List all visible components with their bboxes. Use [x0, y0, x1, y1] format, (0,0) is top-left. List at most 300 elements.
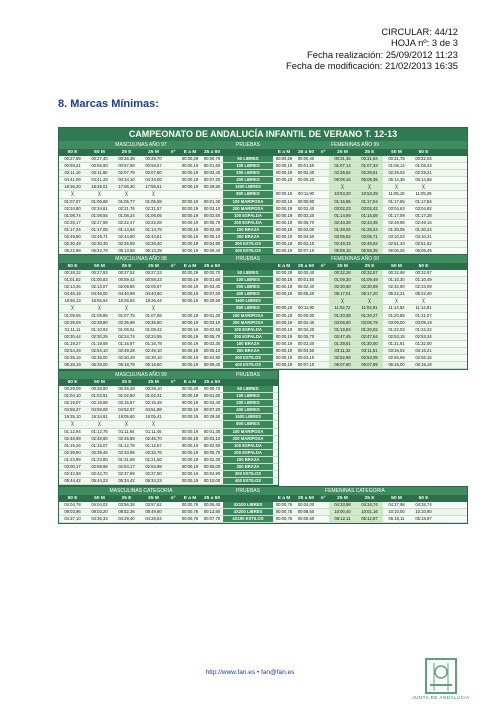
- time-cell: 00:02,40: [297, 319, 315, 325]
- column-header: 50 M: [94, 496, 105, 501]
- time-cell: 04:40,99: [118, 291, 135, 297]
- event-label: 400 LIBRES: [223, 407, 273, 413]
- time-cell: 00:04,50: [297, 234, 315, 240]
- time-cell: 02:47,45: [329, 334, 356, 340]
- time-cell: 00:59,21: [64, 163, 81, 169]
- time-cell: 02:35,19: [64, 355, 81, 361]
- time-cell: 01:17,05: [91, 226, 108, 232]
- time-cell: [167, 270, 179, 276]
- time-cell: [167, 170, 179, 176]
- time-cell: 02:44,61: [145, 234, 162, 240]
- time-cell: 00:02,20: [297, 326, 315, 332]
- event-label: 50 LIBRES: [223, 270, 273, 276]
- time-cell: 00:00,19: [275, 170, 293, 176]
- time-cell: 00:00,19: [181, 198, 199, 204]
- time-cell: 00:03,40: [203, 284, 221, 290]
- time-cell: [167, 327, 179, 333]
- table-row: [59, 509, 467, 516]
- event-label: 100 LIBRES: [223, 163, 273, 169]
- time-cell: ╳: [356, 184, 383, 190]
- time-cell: 02:15,48: [145, 400, 162, 406]
- time-cell: 02:49,15: [415, 219, 432, 225]
- time-cell: 00:00,29: [275, 270, 293, 275]
- event-label: 100 ESPALDA: [223, 443, 273, 449]
- time-cell: 00:00,19: [275, 198, 293, 204]
- time-cell: [317, 516, 329, 522]
- time-cell: 01:28,05: [329, 227, 356, 233]
- time-cell: 02:48,52: [356, 241, 383, 247]
- time-cell: 01:31,81: [388, 340, 405, 346]
- table-row: [59, 284, 467, 291]
- time-cell: 00:03,40: [203, 400, 221, 406]
- event-label: 4X100 LIBRES: [223, 502, 273, 508]
- time-cell: 00:13,60: [203, 509, 221, 515]
- table-row: [59, 400, 278, 407]
- column-header: 25 M: [148, 380, 159, 385]
- time-cell: 00:29,50: [203, 298, 221, 304]
- time-cell: 04:34,10: [118, 177, 135, 183]
- time-cell: 05:14,55: [415, 177, 432, 183]
- time-cell: 00:00,19: [181, 184, 199, 190]
- time-cell: 00:00,29: [181, 270, 199, 275]
- table-row: [59, 516, 467, 523]
- time-cell: 01:07,56: [145, 312, 162, 318]
- time-cell: 05:17,01: [329, 291, 356, 297]
- time-cell: 03:00,17: [64, 464, 81, 470]
- time-cell: 00:59,23: [145, 277, 162, 283]
- time-cell: 03:16,02: [388, 348, 405, 354]
- time-cell: 01:15,08: [356, 213, 383, 219]
- time-cell: 04:52,07: [118, 407, 135, 413]
- event-label: 800 LIBRES: [223, 421, 273, 427]
- time-cell: 02:09,86: [118, 284, 135, 290]
- time-cell: [317, 170, 329, 176]
- time-cell: [167, 362, 179, 368]
- time-cell: 00:08,60: [297, 509, 315, 515]
- time-cell: ╳: [71, 421, 74, 427]
- time-cell: [317, 291, 329, 297]
- section-title: 8. Marcas Mínimas:: [58, 98, 159, 110]
- time-cell: 00:10,00: [203, 478, 221, 484]
- time-cell: 03:06,60: [329, 320, 356, 326]
- time-cell: 04:37,10: [64, 516, 81, 522]
- time-cell: [317, 320, 329, 326]
- event-label: 200 MARIPOSA: [223, 436, 273, 442]
- time-cell: 00:00,19: [181, 170, 199, 176]
- time-cell: 00:04,50: [297, 348, 315, 354]
- time-cell: 02:33,76: [145, 449, 162, 455]
- time-cell: 00:00,19: [181, 449, 199, 455]
- time-cell: 03:05,52: [329, 234, 356, 240]
- time-cell: [317, 163, 329, 169]
- time-cell: 01:08,33: [415, 163, 432, 169]
- group-header-row: [59, 487, 467, 495]
- time-cell: 04:04,02: [91, 502, 108, 507]
- time-cell: [167, 471, 179, 477]
- time-cell: [167, 284, 179, 290]
- time-cell: 01:17,84: [415, 198, 432, 204]
- time-cell: [167, 421, 179, 427]
- column-header: [223, 495, 273, 502]
- time-cell: 03:10,02: [388, 234, 405, 240]
- time-cell: 00:00,19: [181, 212, 199, 218]
- time-cell: 02:49,10: [145, 348, 162, 354]
- time-cell: 01:20,08: [329, 313, 356, 319]
- time-cell: 08:52,36: [118, 509, 135, 515]
- time-cell: 02:33,95: [118, 449, 135, 455]
- time-cell: 02:51,62: [415, 241, 432, 247]
- time-cell: 00:02,20: [297, 212, 315, 218]
- time-cell: 00:00,19: [181, 163, 199, 169]
- table-row: [59, 270, 467, 277]
- time-cell: 00:05,10: [203, 348, 221, 354]
- time-cell: 19:34,91: [91, 414, 108, 420]
- time-cell: 00:00,19: [181, 298, 199, 304]
- time-cell: 05:34,42: [118, 478, 135, 484]
- time-cell: 00:00,19: [275, 277, 293, 283]
- column-header: E a M: [277, 150, 291, 155]
- column-header: 25 E: [121, 496, 132, 501]
- time-cell: 03:04,63: [388, 205, 405, 211]
- column-header-row: [59, 149, 467, 156]
- event-label: 200 ESPALDA: [223, 334, 273, 340]
- event-label: 200 ESTILOS: [223, 355, 273, 361]
- time-cell: 05:13,58: [118, 248, 135, 254]
- group-header-row: [59, 371, 278, 379]
- column-header: 50 M: [94, 264, 105, 269]
- time-cell: 11:05,29: [415, 191, 432, 197]
- time-cell: 04:46,19: [64, 291, 81, 297]
- time-cell: 11:02,72: [329, 305, 356, 311]
- time-cell: 01:17,65: [388, 198, 405, 204]
- event-label: 100 ESPALDA: [223, 327, 273, 333]
- time-cell: 00:28,39: [118, 386, 135, 391]
- time-cell: 05:18,79: [118, 362, 135, 368]
- event-label: 100 ESPALDA: [223, 213, 273, 219]
- column-header: 25 a 50: [203, 150, 220, 155]
- time-cell: 00:02,40: [297, 284, 315, 290]
- time-cell: 00:05,70: [203, 449, 221, 455]
- time-cell: 00:00,19: [275, 205, 293, 211]
- column-header-row: [59, 263, 467, 270]
- time-cell: 00:00,19: [275, 319, 293, 325]
- time-cell: 02:09,67: [145, 284, 162, 290]
- time-cell: 00:04,00: [297, 502, 315, 507]
- table-block-3: [58, 370, 279, 486]
- time-cell: 10:10,00: [388, 509, 405, 515]
- time-cell: 00:31,75: [388, 156, 405, 161]
- time-cell: 00:00,19: [181, 219, 199, 225]
- time-cell: [167, 436, 179, 442]
- time-cell: 01:17,28: [415, 212, 432, 218]
- time-cell: 04:33,98: [329, 502, 356, 508]
- time-cell: 01:09,49: [356, 277, 383, 283]
- time-cell: 00:02,30: [203, 226, 221, 232]
- left-group-label: MASCULINAS AÑO 98: [115, 256, 167, 262]
- time-cell: [167, 163, 179, 169]
- junta-andalucia-logo-icon: [412, 655, 470, 699]
- time-cell: 00:27,93: [91, 270, 108, 275]
- time-cell: 02:55,96: [388, 355, 405, 361]
- time-cell: 03:10,21: [415, 234, 432, 240]
- right-group-label: FEMENINAS CATEGORIA: [325, 488, 385, 494]
- time-cell: 03:06,79: [356, 320, 383, 326]
- time-cell: [317, 348, 329, 354]
- time-cell: 00:00,19: [275, 348, 293, 354]
- time-cell: 00:00,19: [181, 277, 199, 283]
- time-cell: 01:28,24: [356, 227, 383, 233]
- pruebas-header: PRUEBAS: [236, 488, 260, 494]
- time-cell: 04:34,74: [356, 502, 383, 508]
- time-cell: 02:33,09: [415, 284, 432, 290]
- time-cell: 05:14,36: [388, 177, 405, 183]
- table-row: [59, 199, 467, 206]
- time-cell: 00:05,60: [297, 516, 315, 522]
- column-header: 25 M: [148, 496, 159, 501]
- time-cell: 02:19,07: [64, 400, 81, 406]
- table-row: [59, 464, 278, 471]
- event-label: 400 LIBRES: [223, 177, 273, 183]
- time-cell: 00:00,19: [181, 464, 199, 470]
- time-cell: 04:51,88: [145, 407, 162, 413]
- table-row: [59, 478, 278, 485]
- time-cell: 01:32,00: [415, 340, 432, 346]
- event-label: 1500 LIBRES: [223, 298, 273, 304]
- time-cell: [167, 334, 179, 340]
- column-header: 25 a 50: [297, 150, 314, 155]
- time-cell: 02:30,30: [91, 241, 108, 247]
- time-cell: 02:59,98: [91, 464, 108, 470]
- time-cell: 02:45,89: [118, 435, 135, 441]
- right-group-label: FEMENINAS AÑO 99: [330, 142, 380, 148]
- time-cell: 00:00,19: [275, 362, 293, 368]
- time-cell: 01:17,09: [388, 212, 405, 218]
- time-cell: [317, 313, 329, 319]
- time-cell: 00:05,00: [203, 464, 221, 470]
- time-cell: 00:00,19: [181, 471, 199, 477]
- time-cell: [317, 509, 329, 515]
- time-cell: 00:59,42: [118, 277, 135, 283]
- time-cell: 02:44,80: [118, 234, 135, 240]
- column-header: 50 E: [67, 264, 78, 269]
- time-cell: 11:05,10: [388, 191, 405, 197]
- time-cell: 00:00,19: [275, 163, 293, 169]
- time-cell: 00:28,80: [91, 386, 108, 391]
- time-cell: ╳: [329, 184, 356, 190]
- time-cell: 00:00,80: [297, 198, 315, 204]
- time-cell: 00:58,57: [145, 163, 162, 169]
- time-cell: 00:09,40: [203, 248, 221, 254]
- time-cell: [167, 313, 179, 319]
- time-cell: 00:00,19: [275, 191, 293, 197]
- column-header: E a M: [183, 264, 197, 269]
- table-row: [59, 177, 467, 184]
- time-cell: 09:03,96: [64, 509, 81, 515]
- pruebas-header: PRUEBAS: [236, 142, 260, 148]
- time-cell: 01:17,04: [356, 199, 383, 205]
- time-cell: 04:59,08: [91, 407, 108, 413]
- time-cell: 05:17,20: [356, 291, 383, 297]
- table-row: [59, 436, 278, 443]
- time-cell: 00:27,52: [118, 270, 135, 275]
- time-cell: 02:45,70: [145, 435, 162, 441]
- time-cell: 00:07,70: [203, 516, 221, 522]
- time-cell: [167, 206, 179, 212]
- time-cell: 05:22,40: [415, 291, 432, 297]
- time-cell: [167, 298, 179, 304]
- column-header: nº: [170, 150, 176, 155]
- document-header: [286, 26, 458, 72]
- column-header: 25 M: [337, 496, 348, 501]
- footer-contact: http://www.fan.es • fan@fan.es: [205, 669, 295, 676]
- event-label: 200 ESTILOS: [223, 241, 273, 247]
- table-row: [59, 443, 278, 450]
- time-cell: 02:54,10: [91, 348, 108, 354]
- time-cell: [317, 241, 329, 247]
- time-cell: 00:00,19: [275, 284, 293, 290]
- column-header: 50 E: [67, 150, 78, 155]
- time-cell: 00:28,10: [145, 386, 162, 391]
- time-cell: 00:26,36: [118, 156, 135, 161]
- time-cell: 02:11,10: [64, 170, 81, 176]
- time-cell: 01:10,49: [415, 277, 432, 283]
- time-cell: [317, 277, 329, 283]
- time-cell: 06:06,45: [415, 248, 432, 254]
- time-cell: 00:01,30: [203, 312, 221, 318]
- time-cell: 00:05,70: [297, 333, 315, 339]
- time-cell: 18:26,44: [145, 298, 162, 304]
- time-cell: 00:11,90: [298, 191, 314, 197]
- time-cell: 00:00,19: [275, 291, 293, 297]
- time-cell: 00:32,57: [356, 270, 383, 276]
- time-cell: 06:07,80: [329, 362, 356, 368]
- time-cell: 00:00,19: [181, 234, 199, 240]
- time-cell: [295, 184, 317, 190]
- column-header: 25 M: [337, 264, 348, 269]
- time-cell: [167, 234, 179, 240]
- time-cell: [317, 355, 329, 361]
- time-cell: 00:00,70: [203, 386, 221, 391]
- time-cell: 00:01,30: [203, 428, 221, 434]
- modification-date: Fecha de modificación: 21/02/2013 16:35: [286, 60, 458, 72]
- time-cell: 02:24,55: [145, 333, 162, 339]
- event-label: 4X200 LIBRES: [223, 509, 273, 515]
- time-cell: 02:35,99: [118, 319, 135, 325]
- time-cell: 04:29,40: [118, 516, 135, 522]
- time-cell: 00:00,19: [275, 177, 293, 183]
- time-cell: 11:02,91: [356, 305, 383, 311]
- column-header: nº: [320, 496, 326, 501]
- time-cell: 02:49,71: [91, 234, 108, 240]
- time-cell: 08:49,60: [145, 509, 162, 515]
- time-cell: 00:03,10: [297, 355, 315, 361]
- time-cell: 00:00,19: [275, 241, 293, 247]
- time-cell: 01:21,69: [118, 456, 135, 462]
- time-cell: [167, 341, 179, 347]
- time-cell: [167, 407, 179, 413]
- time-cell: 01:06,24: [118, 212, 135, 218]
- column-header: 25 a 50: [203, 496, 220, 501]
- column-header: 25 E: [364, 150, 375, 155]
- time-cell: 00:07,20: [203, 177, 221, 183]
- time-cell: 05:12,87: [356, 516, 383, 522]
- time-cell: 10:53,20: [329, 191, 356, 197]
- time-cell: [317, 177, 329, 183]
- time-cell: 02:30,44: [64, 333, 81, 339]
- column-header: nº: [320, 264, 326, 269]
- event-label: 50 LIBRES: [223, 156, 273, 162]
- right-group-label: FEMENINAS AÑO 00: [330, 256, 380, 262]
- time-cell: 00:00,19: [275, 248, 293, 254]
- time-cell: 05:34,23: [145, 478, 162, 484]
- time-cell: 05:59,35: [356, 248, 383, 254]
- time-cell: [167, 355, 179, 361]
- time-cell: [317, 305, 329, 311]
- time-cell: 02:30,69: [356, 284, 383, 290]
- time-cell: 01:10,92: [91, 326, 108, 332]
- sheet-number: HOJA nº: 3 de 3: [390, 37, 458, 49]
- time-cell: [167, 241, 179, 247]
- time-cell: 00:29,50: [203, 184, 221, 190]
- time-cell: 00:00,19: [181, 226, 199, 232]
- time-cell: 01:19,27: [64, 340, 81, 346]
- time-cell: 01:03,91: [91, 393, 108, 399]
- event-label: 200 BRAZA: [223, 464, 273, 470]
- time-cell: 02:48,80: [91, 435, 108, 441]
- time-cell: 05:44,42: [64, 478, 81, 484]
- time-cell: 00:00,19: [181, 393, 199, 399]
- column-header: 50 E: [418, 150, 429, 155]
- time-cell: 02:42,69: [64, 471, 81, 477]
- column-header: 50 M: [94, 150, 105, 155]
- time-cell: 05:18,87: [415, 516, 432, 522]
- time-cell: 00:00,19: [181, 291, 199, 297]
- time-cell: 01:14,89: [329, 213, 356, 219]
- time-cell: 00:00,19: [275, 326, 293, 332]
- time-cell: 01:29,81: [329, 341, 356, 347]
- time-cell: 05:18,11: [388, 516, 405, 522]
- time-cell: 00:00,40: [297, 270, 315, 275]
- event-label: 100 BRAZA: [223, 341, 273, 347]
- time-cell: 02:53,15: [388, 333, 405, 339]
- time-cell: 02:27,98: [91, 219, 108, 225]
- time-cell: 00:02,40: [297, 170, 315, 176]
- time-cell: 00:00,76: [181, 502, 199, 507]
- time-cell: 00:03,10: [203, 319, 221, 325]
- time-cell: 01:15,07: [91, 442, 108, 448]
- time-cell: 01:07,75: [118, 312, 135, 318]
- time-cell: 00:02,30: [203, 456, 221, 462]
- time-cell: 00:07,10: [297, 248, 315, 254]
- time-cell: 01:20,02: [356, 327, 383, 333]
- time-cell: [167, 305, 179, 311]
- time-cell: [273, 184, 295, 190]
- time-cell: 05:28,00: [91, 362, 108, 368]
- time-cell: 02:34,61: [91, 205, 108, 211]
- time-cell: [167, 184, 179, 190]
- time-cell: 03:56,38: [118, 502, 135, 507]
- time-cell: 02:39,46: [91, 449, 108, 455]
- time-cell: 01:16,97: [118, 340, 135, 346]
- time-cell: [167, 414, 179, 420]
- column-header: [223, 379, 273, 386]
- time-cell: ╳: [152, 191, 155, 197]
- time-cell: 00:00,19: [275, 312, 293, 318]
- column-header: 25 M: [337, 150, 348, 155]
- time-cell: 00:00,70: [203, 156, 221, 161]
- time-cell: 02:30,29: [118, 355, 135, 361]
- event-label: 400 LIBRES: [223, 291, 273, 297]
